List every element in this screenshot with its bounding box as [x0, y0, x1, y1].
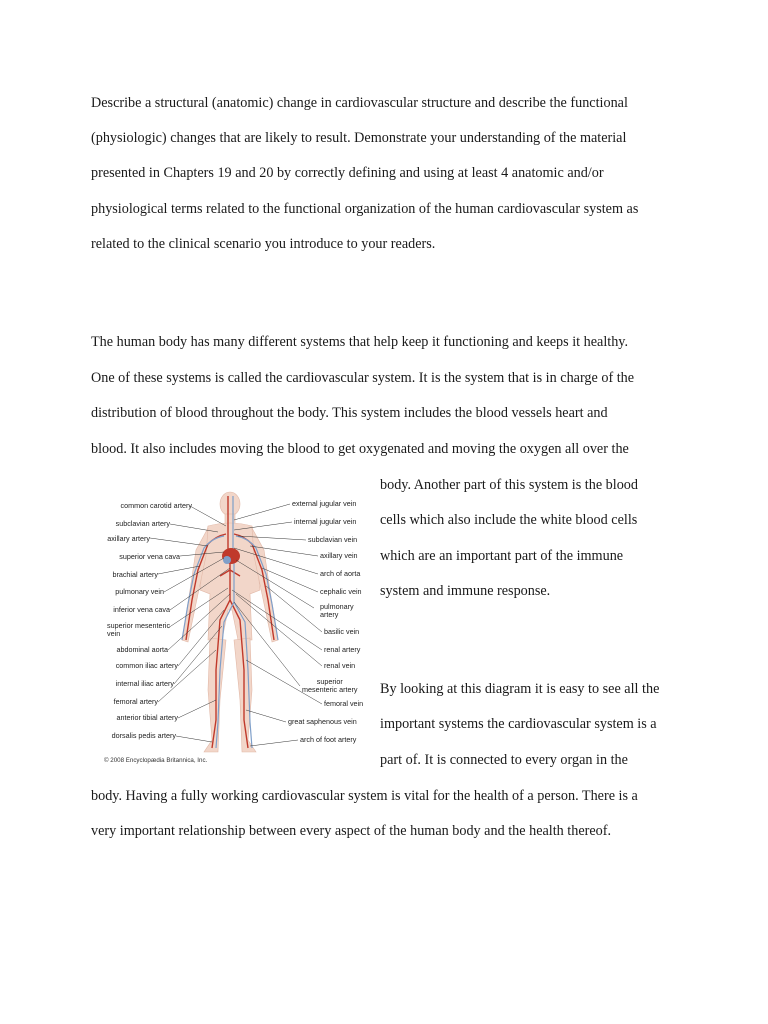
diagram-label: internal iliac artery [115, 679, 174, 688]
prompt-line: related to the clinical scenario you introduce to your readers. [91, 236, 436, 252]
body-line: distribution of blood throughout the body. This system includes the blood vessels heart and [91, 405, 608, 421]
diagram-label: superior mesenteric artery [302, 677, 358, 694]
diagram-label: common iliac artery [115, 661, 178, 670]
diagram-label: cephalic vein [320, 587, 362, 596]
diagram-label: femoral artery [113, 697, 158, 706]
diagram-label: subclavian artery [115, 519, 170, 528]
diagram-label: abdominal aorta [116, 645, 168, 654]
body-line: system and immune response. [380, 583, 551, 599]
prompt-line: Describe a structural (anatomic) change in cardiovascular structure and describe the functional [91, 95, 628, 111]
diagram-label: common carotid artery [120, 501, 192, 510]
body-line: One of these systems is called the cardiovascular system. It is the system that is in charge of the [91, 370, 635, 386]
diagram-label: femoral vein [324, 699, 364, 708]
body-line: body. Another part of this system is the blood [380, 477, 638, 493]
body-line: very important relationship between every aspect of the human body and the health thereof. [91, 823, 612, 839]
diagram-label: arch of foot artery [300, 735, 357, 744]
diagram-label: pulmonary vein [115, 587, 164, 596]
diagram-label: internal jugular vein [294, 517, 357, 526]
heart-shape [222, 548, 240, 564]
body-line: important systems the cardiovascular system is a [380, 716, 657, 732]
diagram-label: basilic vein [324, 627, 360, 636]
diagram-label: anterior tibial artery [116, 713, 178, 722]
body-line: body. Having a fully working cardiovascular system is vital for the health of a person. There is a [91, 788, 638, 804]
diagram-label: axillary artery [107, 534, 150, 543]
prompt-line: presented in Chapters 19 and 20 by correctly defining and using at least 4 anatomic and/or [91, 165, 604, 181]
diagram-label: superior mesenteric vein [107, 621, 171, 638]
diagram-label: renal vein [324, 661, 356, 670]
diagram-label: pulmonary artery [320, 602, 354, 619]
body-line: blood. It also includes moving the blood to get oxygenated and moving the oxygen all over the [91, 441, 629, 457]
prompt-line: (physiologic) changes that are likely to result. Demonstrate your understanding of the material [91, 130, 627, 146]
body-line: cells which also include the white blood cells [380, 512, 638, 528]
body-line: The human body has many different systems that help keep it functioning and keeps it healthy. [91, 334, 629, 350]
diagram-label: inferior vena cava [113, 605, 170, 614]
diagram-label: brachial artery [112, 570, 158, 579]
prompt-line: physiological terms related to the functional organization of the human cardiovascular system as [91, 201, 639, 217]
diagram-label: subclavian vein [308, 535, 358, 544]
diagram-label: renal artery [324, 645, 361, 654]
cardiovascular-diagram [100, 490, 375, 775]
figure-copyright: © 2008 Encyclopædia Britannica, Inc. [104, 757, 208, 764]
diagram-label: external jugular vein [292, 499, 357, 508]
diagram-label: superior vena cava [119, 552, 180, 561]
diagram-label: dorsalis pedis artery [111, 731, 176, 740]
diagram-label: axillary vein [320, 551, 358, 560]
body-line: which are an important part of the immune [380, 548, 624, 564]
diagram-label: great saphenous vein [288, 717, 357, 726]
body-line: By looking at this diagram it is easy to see all the [380, 681, 660, 697]
body-line: part of. It is connected to every organ in the [380, 752, 628, 768]
diagram-label: arch of aorta [320, 569, 361, 578]
body-silhouette [182, 492, 278, 752]
